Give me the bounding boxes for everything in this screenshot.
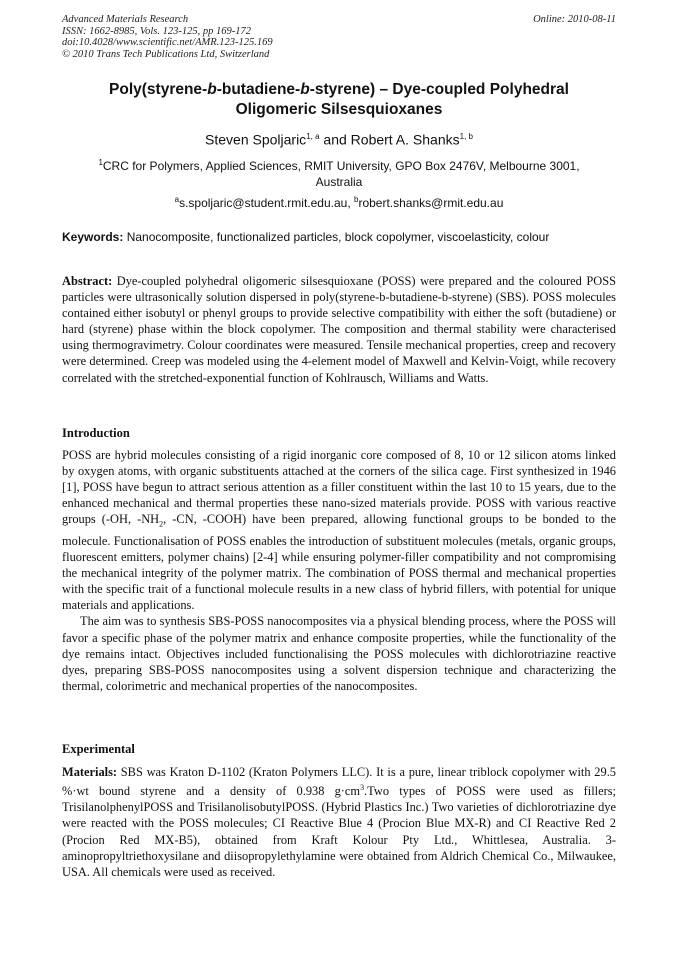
online-date: Online: 2010-08-11 <box>533 14 616 25</box>
author-emails: $^a$s.spoljaric@student.rmit.edu.au, $^b$robert.shanks@rmit.edu.au <box>174 195 504 210</box>
author-1: Steven Spoljaric <box>205 131 307 148</box>
intro-paragraph-1: POSS are hybrid molecules consisting of a rigid inorganic core composed of 8, 10 or 12 silicon atoms linked by oxygen atoms, with organic substituents attached at the corners of the silica cage. First synthesized in 1946 [1], POSS have begun to attract serious attention as a filler constituent within the last 10 to 15 years, due to the enhanced mechanical and thermal properties these nano-sized materials provide. POSS with various reactive groups (-OH, $-NH_2$, -CN, -COOH) have been prepared, allowing functional groups to be bonded to the molecule. Functionalisation of POSS enables the introduction of substituent molecules (metals, organic groups, fluorescent emitters, polymer chains) [2-4] while ensuring polymer-filler compatibility and not compromising the mechanical integrity of the polymer matrix. The combination of POSS thermal and mechanical properties with the specific trait of a functional molecule results in a new class of hybrid fillers, with potential for unique materials and applications. <box>62 448 616 613</box>
keywords-text: Nanocomposite, functionalized particles, block copolymer, viscoelasticity, colour <box>123 230 550 244</box>
title-line-1: Poly(styrene-b-butadiene-b-styrene) – Dye-coupled Polyhedral <box>109 81 569 98</box>
experimental-body <box>62 764 616 880</box>
journal-doi: doi:10.4028/www.scientific.net/AMR.123-125.169 <box>62 37 273 48</box>
affiliation: $^1$CRC for Polymers, Applied Sciences, RMIT University, GPO Box 2476V, Melbourne 3001, Australia <box>98 158 580 189</box>
introduction-heading: Introduction <box>62 426 130 440</box>
journal-name: Advanced Materials Research <box>62 14 189 25</box>
keywords <box>62 229 616 245</box>
author-2: Robert A. Shanks <box>350 131 460 148</box>
abstract-label: Abstract: <box>62 274 113 288</box>
title-line-2: Oligomeric Silsesquioxanes <box>235 101 443 118</box>
abstract <box>62 273 616 386</box>
journal-issn: ISSN: 1662-8985, Vols. 123-125, pp 169-172 <box>62 25 251 37</box>
journal-header <box>62 14 616 60</box>
intro-paragraph-2: The aim was to synthesis SBS-POSS nanocomposites via a physical blending process, where the POSS will favor a specific phase of the polymer matrix and enhance composite properties, while the functionality of the dye remains intact. Objectives included functionalising the POSS molecules with dichlorotriazine reactive dyes, preparing SBS-POSS nanocomposites using a solvent dispersion technique and characterizing the thermal, colorimetric and mechanical properties of the nanocomposites. <box>62 614 616 693</box>
keywords-label: Keywords: <box>62 230 124 244</box>
email-b: robert.shanks@rmit.edu.au <box>358 196 504 210</box>
journal-copyright: © 2010 Trans Tech Publications Ltd, Switzerland <box>62 48 270 60</box>
paper-title <box>62 80 616 120</box>
email-a: s.spoljaric@student.rmit.edu.au, <box>179 196 354 210</box>
abstract-text: Dye-coupled polyhedral oligomeric silsesquioxane (POSS) were prepared and the coloured POSS particles were ultrasonically solution dispersed in poly(styrene-b-butadiene-b-styrene) (SBS). POSS molecules contained either isobutyl or phenyl groups to provide selective compatibility with either the soft (butadiene) or hard (styrene) phase within the block copolymer. The composition and thermal stability were characterised using thermogravimetry. Colour coordinates were measured. Tensile mechanical properties, creep and recovery were determined. Creep was modeled using the 4-element model of Maxwell and Kelvin-Voigt, while recovery correlated with the stretched-exponential function of Kohlrausch, Williams and Watts. <box>62 274 616 385</box>
introduction-body <box>62 447 616 694</box>
experimental-heading: Experimental <box>62 742 135 756</box>
materials-paragraph: Materials: SBS was Kraton D-1102 (Kraton Polymers LLC). It is a pure, linear triblock copolymer with 29.5 %·wt bound styrene and a density of 0.938 $g\cdot cm^3.Two$ types of POSS were used as fillers; TrisilanolphenylPOSS and TrisilanolisobutylPOSS. (Hybrid Plastics Inc.) Two varieties of dichlorotriazine dye were reacted with the POSS molecules; CI Reactive Blue 4 (Procion Blue MX-R) and CI Reactive Red 2 (Procion Red MX-B5), obtained from Kraft Kolour Pty Ltd., Whittlesea, Australia. 3-aminopropyltriethoxysilane and diisopropylethylamine were obtained from Aldrich Chemical Co., Milwaukee, USA. All chemicals were used as received. <box>62 765 616 879</box>
materials-label: Materials: <box>62 765 118 779</box>
author-list: Steven Spoljaric$^{1, a}$ and Robert A. Shanks$^{1, b}$ <box>205 131 473 148</box>
